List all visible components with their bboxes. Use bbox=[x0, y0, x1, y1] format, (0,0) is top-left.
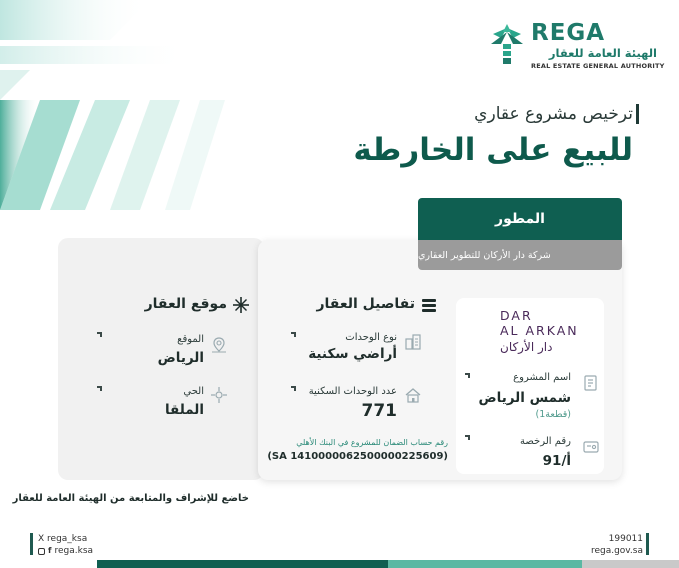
website-link[interactable]: rega.gov.sa bbox=[590, 546, 643, 556]
rega-palm-icon bbox=[487, 22, 527, 66]
project-plot: (قطعة1) bbox=[535, 409, 571, 420]
footer-left-bar bbox=[30, 533, 33, 555]
city-value: الرياض bbox=[157, 350, 204, 366]
location-heading: موقع العقار bbox=[144, 296, 227, 312]
logo-brand: REGA bbox=[531, 20, 606, 46]
project-name-label: اسم المشروع bbox=[513, 372, 571, 383]
corner-mark bbox=[97, 332, 102, 337]
developer-logo-arabic: دار الأركان bbox=[500, 340, 553, 354]
project-name-value: شمس الرياض bbox=[478, 390, 571, 406]
units-type-value: أراضي سكنية bbox=[308, 346, 397, 362]
footer-contact bbox=[591, 533, 643, 557]
document-icon bbox=[582, 374, 600, 392]
compass-icon bbox=[232, 296, 250, 314]
units-type-label: نوع الوحدات bbox=[345, 332, 397, 343]
page-subtitle: ترخيص مشروع عقاري bbox=[474, 104, 633, 124]
license-value: أ/91 bbox=[542, 453, 571, 469]
details-heading: تفاصيل العقار bbox=[316, 296, 415, 312]
license-card-icon bbox=[582, 438, 600, 456]
corner-mark bbox=[291, 386, 296, 391]
decorative-stripes bbox=[0, 0, 300, 220]
logo-english-name: REAL ESTATE GENERAL AUTHORITY bbox=[531, 62, 665, 70]
facebook-icon: f bbox=[48, 546, 52, 555]
map-pin-icon bbox=[210, 336, 228, 354]
footer-social bbox=[38, 533, 93, 557]
list-icon bbox=[420, 296, 438, 314]
page-title: للبيع على الخارطة bbox=[353, 132, 633, 168]
social-handle[interactable]: rega.ksa bbox=[54, 546, 94, 556]
corner-mark bbox=[465, 435, 470, 440]
supervision-note: خاضع للإشراف والمتابعة من الهيئة العامة للعقار bbox=[12, 493, 249, 504]
subtitle-accent-bar bbox=[636, 104, 639, 124]
developer-logo bbox=[500, 308, 590, 362]
developer-logo-line2: AL ARKAN bbox=[500, 323, 579, 338]
district-value: الملقا bbox=[164, 402, 204, 418]
city-label: الموقع bbox=[177, 334, 204, 345]
bottom-color-strip bbox=[0, 560, 679, 568]
district-icon bbox=[210, 386, 228, 404]
buildings-icon bbox=[404, 333, 422, 351]
x-handle-row[interactable] bbox=[38, 533, 93, 545]
district-label: الحي bbox=[183, 386, 204, 397]
phone-number[interactable]: 199011 bbox=[608, 534, 643, 544]
license-label: رقم الرخصة bbox=[519, 436, 571, 447]
corner-mark bbox=[465, 373, 470, 378]
footer-right-bar bbox=[646, 533, 649, 555]
rega-logo bbox=[487, 20, 665, 72]
developer-name: شركة دار الأركان للتطوير العقاري bbox=[418, 240, 622, 270]
corner-mark bbox=[97, 386, 102, 391]
units-count-label: عدد الوحدات السكنية bbox=[308, 386, 397, 397]
x-handle[interactable]: X rega_ksa bbox=[38, 534, 88, 544]
escrow-account-value: (SA 1410000062500000225609) bbox=[267, 451, 448, 462]
logo-arabic-name: الهيئة العامة للعقار bbox=[548, 46, 657, 60]
developer-heading: المطور bbox=[418, 198, 622, 240]
escrow-account-label: رقم حساب الضمان للمشروع في البنك الأهلي bbox=[296, 438, 448, 447]
house-icon bbox=[404, 386, 422, 404]
units-count-value: 771 bbox=[361, 401, 397, 421]
instagram-icon bbox=[38, 548, 45, 555]
corner-mark bbox=[291, 332, 296, 337]
social-handle-row[interactable] bbox=[38, 545, 93, 557]
developer-logo-line1: DAR bbox=[500, 308, 533, 323]
